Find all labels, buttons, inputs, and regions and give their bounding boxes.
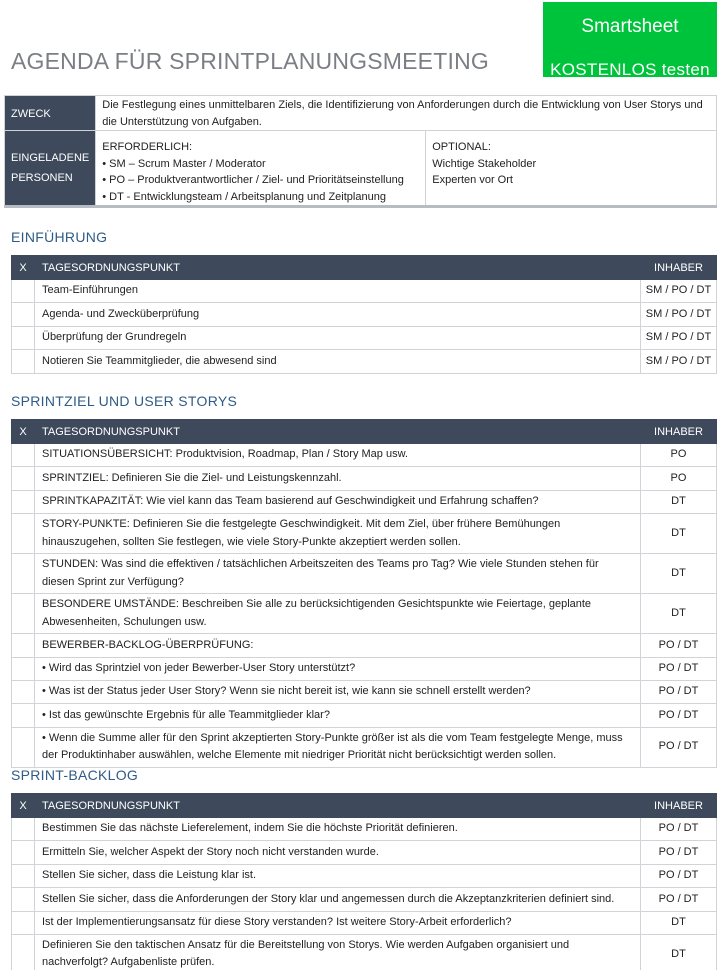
agenda-table-introduction — [11, 255, 717, 374]
header-x: X — [12, 420, 35, 444]
header-x: X — [12, 256, 35, 280]
table-row — [12, 818, 717, 841]
check-cell[interactable] — [12, 634, 35, 657]
check-cell[interactable] — [12, 594, 35, 634]
check-cell[interactable] — [12, 657, 35, 680]
invited-row — [5, 131, 717, 206]
table-row — [12, 704, 717, 727]
table-row — [12, 280, 717, 303]
invited-label-line1: EINGELADENE — [11, 152, 90, 164]
agenda-item: Team-Einführungen — [35, 280, 641, 303]
check-cell[interactable] — [12, 467, 35, 490]
smartsheet-trial-button[interactable] — [543, 2, 717, 77]
owner-cell: PO / DT — [641, 841, 717, 864]
table-header — [12, 420, 717, 444]
section-title-sprint-goal: SPRINTZIEL UND USER STORYS — [11, 393, 238, 409]
owner-cell: PO / DT — [641, 657, 717, 680]
agenda-table-sprint-backlog — [11, 793, 717, 970]
required-item: • SM – Scrum Master / Moderator — [102, 157, 266, 170]
agenda-table-sprint-goal — [11, 419, 717, 768]
owner-cell: DT — [641, 934, 717, 970]
check-cell[interactable] — [12, 727, 35, 767]
check-cell[interactable] — [12, 818, 35, 841]
owner-cell: DT — [641, 490, 717, 513]
required-item: • PO – Produktverantwortlicher / Ziel- und Prioritätseinstellung — [102, 174, 404, 186]
cta-brand: Smartsheet — [581, 16, 679, 37]
optional-item: Wichtige Stakeholder — [432, 157, 537, 170]
table-row — [12, 864, 717, 887]
table-row — [12, 841, 717, 864]
owner-cell: PO / DT — [641, 680, 717, 703]
owner-cell: DT — [641, 594, 717, 634]
agenda-item: Stellen Sie sicher, dass die Anforderungen der Story klar und angemessen durch die Akzeptanzkriterien definiert sind. — [35, 888, 641, 911]
header-item: TAGESORDNUNGSPUNKT — [35, 420, 641, 444]
agenda-item: Ist der Implementierungsansatz für diese Story verstanden? Ist weitere Story-Arbeit erforderlich? — [35, 911, 641, 934]
purpose-row — [5, 96, 717, 131]
owner-cell: PO / DT — [641, 818, 717, 841]
agenda-item: STUNDEN: Was sind die effektiven / tatsächlichen Arbeitszeiten des Teams pro Tag? Wie viele Stunden stehen für diesen Sprint zur Verfügung? — [35, 554, 641, 594]
required-title: ERFORDERLICH: — [102, 141, 193, 153]
agenda-item: • Ist das gewünschte Ergebnis für alle Teammitglieder klar? — [35, 704, 641, 727]
check-cell[interactable] — [12, 444, 35, 467]
header-owner: INHABER — [641, 256, 717, 280]
agenda-item: STORY-PUNKTE: Definieren Sie die festgelegte Geschwindigkeit. Mit dem Ziel, über frühere Bemühungen hinauszugehen, sollten Sie festlegen, wie viele Story-Punkte akzeptiert werden sollen. — [35, 514, 641, 554]
cta-label: KOSTENLOS testen — [550, 60, 710, 77]
table-header — [12, 794, 717, 818]
header-owner: INHABER — [641, 794, 717, 818]
required-item: • DT - Entwicklungsteam / Arbeitsplanung und Zeitplanung — [102, 190, 386, 203]
owner-cell: SM / PO / DT — [641, 350, 717, 373]
table-row — [12, 467, 717, 490]
owner-cell: DT — [641, 554, 717, 594]
table-row — [12, 634, 717, 657]
check-cell[interactable] — [12, 514, 35, 554]
optional-item: Experten vor Ort — [432, 174, 513, 186]
agenda-item: BESONDERE UMSTÄNDE: Beschreiben Sie alle zu berücksichtigenden Gesichtspunkte wie Feiertage, geplante Abwesenheiten, Schulungen usw. — [35, 594, 641, 634]
agenda-item: SITUATIONSÜBERSICHT: Produktvision, Roadmap, Plan / Story Map usw. — [35, 444, 641, 467]
agenda-item: Ermitteln Sie, welcher Aspekt der Story noch nicht verstanden wurde. — [35, 841, 641, 864]
table-row — [12, 888, 717, 911]
table-row — [12, 911, 717, 934]
agenda-item: SPRINTZIEL: Definieren Sie die Ziel- und Leistungskennzahl. — [35, 467, 641, 490]
table-row — [12, 594, 717, 634]
check-cell[interactable] — [12, 704, 35, 727]
check-cell[interactable] — [12, 888, 35, 911]
owner-cell: PO / DT — [641, 888, 717, 911]
owner-cell: PO / DT — [641, 864, 717, 887]
table-row — [12, 303, 717, 326]
check-cell[interactable] — [12, 680, 35, 703]
owner-cell: DT — [641, 514, 717, 554]
owner-cell: PO — [641, 444, 717, 467]
purpose-text: Die Festlegung eines unmittelbaren Ziels, die Identifizierung von Anforderungen durch die Entwicklung von User Storys und die Unterstützung von Aufgaben. — [96, 96, 717, 131]
table-row — [12, 680, 717, 703]
header-item: TAGESORDNUNGSPUNKT — [35, 256, 641, 280]
header-owner: INHABER — [641, 420, 717, 444]
header-x: X — [12, 794, 35, 818]
agenda-item: Überprüfung der Grundregeln — [35, 326, 641, 349]
owner-cell: DT — [641, 911, 717, 934]
check-cell[interactable] — [12, 864, 35, 887]
table-row — [12, 444, 717, 467]
check-cell[interactable] — [12, 934, 35, 970]
owner-cell: SM / PO / DT — [641, 280, 717, 303]
table-row — [12, 350, 717, 373]
required-attendees — [96, 131, 426, 206]
check-cell[interactable] — [12, 841, 35, 864]
header-item: TAGESORDNUNGSPUNKT — [35, 794, 641, 818]
page-title: AGENDA FÜR SPRINTPLANUNGSMEETING — [11, 48, 489, 74]
agenda-item: • Wird das Sprintziel von jeder Bewerber-User Story unterstützt? — [35, 657, 641, 680]
check-cell[interactable] — [12, 490, 35, 513]
info-divider — [4, 205, 717, 208]
agenda-item: SPRINTKAPAZITÄT: Wie viel kann das Team basierend auf Geschwindigkeit und Erfahrung schaffen? — [35, 490, 641, 513]
table-row — [12, 727, 717, 767]
check-cell[interactable] — [12, 280, 35, 303]
agenda-item: Agenda- und Zwecküberprüfung — [35, 303, 641, 326]
owner-cell: SM / PO / DT — [641, 326, 717, 349]
check-cell[interactable] — [12, 303, 35, 326]
agenda-item: • Was ist der Status jeder User Story? Wenn sie nicht bereit ist, wie kann sie schnell erstellt werden? — [35, 680, 641, 703]
purpose-label: ZWECK — [5, 96, 96, 131]
table-row — [12, 326, 717, 349]
owner-cell: PO / DT — [641, 727, 717, 767]
owner-cell: PO — [641, 467, 717, 490]
agenda-item: Bestimmen Sie das nächste Lieferelement, indem Sie die höchste Priorität definieren. — [35, 818, 641, 841]
table-row — [12, 514, 717, 554]
agenda-item: • Wenn die Summe aller für den Sprint akzeptierten Story-Punkte größer ist als die vom Team festgelegte Menge, muss der Produktinhaber auswählen, welche Elemente mit niedriger Priorität nicht berücksichtigt werden sollen. — [35, 727, 641, 767]
table-row — [12, 554, 717, 594]
owner-cell: SM / PO / DT — [641, 303, 717, 326]
invited-label-line2: PERSONEN — [11, 172, 73, 184]
agenda-item: BEWERBER-BACKLOG-ÜBERPRÜFUNG: — [35, 634, 641, 657]
section-title-introduction: EINFÜHRUNG — [11, 229, 108, 245]
check-cell[interactable] — [12, 911, 35, 934]
agenda-item: Definieren Sie den taktischen Ansatz für die Bereitstellung von Storys. Wie werden Aufgaben organisiert und nachverfolgt? Aufgabenliste prüfen. — [35, 934, 641, 970]
section-title-sprint-backlog: SPRINT-BACKLOG — [11, 767, 139, 783]
meeting-info-table — [4, 95, 717, 206]
check-cell[interactable] — [12, 326, 35, 349]
table-row — [12, 490, 717, 513]
agenda-item: Stellen Sie sicher, dass die Leistung klar ist. — [35, 864, 641, 887]
table-header — [12, 256, 717, 280]
check-cell[interactable] — [12, 554, 35, 594]
optional-attendees — [426, 131, 717, 206]
optional-title: OPTIONAL: — [432, 141, 491, 153]
invited-label — [5, 131, 96, 206]
table-row — [12, 934, 717, 970]
agenda-item: Notieren Sie Teammitglieder, die abwesend sind — [35, 350, 641, 373]
check-cell[interactable] — [12, 350, 35, 373]
table-row — [12, 657, 717, 680]
owner-cell: PO / DT — [641, 634, 717, 657]
owner-cell: PO / DT — [641, 704, 717, 727]
